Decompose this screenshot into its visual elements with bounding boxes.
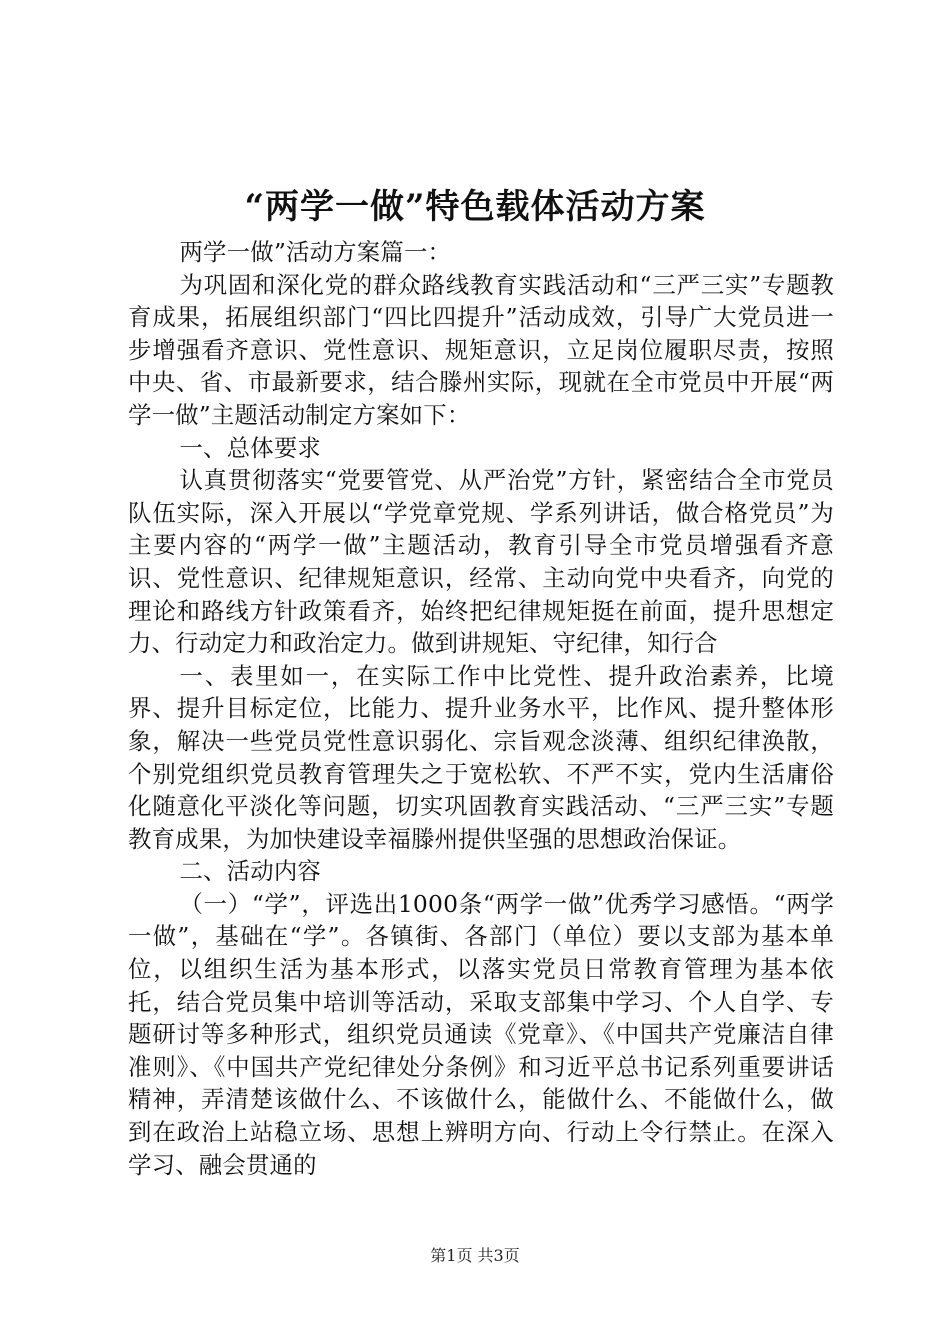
document-body <box>128 236 834 1181</box>
section-heading: 二、活动内容 <box>179 857 322 886</box>
document-title: “两学一做”特色载体活动方案 <box>244 187 706 227</box>
paragraph: 一、表里如一，在实际工作中比党性、提升政治素养，比境界、提升目标定位，比能力、提升业务水平，比作风、提升整体形象，解决一些党员党性意识弱化、宗旨观念淡薄、组织纪律涣散，个别党组织党员教育管理失之于宽松软、不严不实，党内生活庸俗化随意化平淡化等问题，切实巩固教育实践活动、“三严三实”专题教育成果，为加快建设幸福滕州提供坚强的思想政治保证。 <box>128 661 834 853</box>
page-footer: 第1页 共3页 <box>430 1246 520 1265</box>
section-heading: 一、总体要求 <box>179 433 322 462</box>
paragraph: 两学一做”活动方案篇一： <box>179 238 452 266</box>
paragraph: 认真贯彻落实“党要管党、从严治党”方针，紧密结合全市党员队伍实际，深入开展以“学党章党规、学系列讲话，做合格党员”为主要内容的“两学一做”主题活动，教育引导全市党员增强看齐意识、党性意识、纪律规矩意识，经常、主动向党中央看齐，向党的理论和路线方针政策看齐，始终把纪律规矩挺在前面，提升思想定力、行动定力和政治定力。做到讲规矩、守纪律，知行合 <box>128 466 834 658</box>
paragraph: （一）“学”，评选出1000条“两学一做”优秀学习感悟。“两学一做”，基础在“学”。各镇街、各部门（单位）要以支部为基本单位，以组织生活为基本形式，以落实党员日常教育管理为基本依托，结合党员集中培训等活动，采取支部集中学习、个人自学、专题研讨等多种形式，组织党员通读《党章》、《中国共产党廉洁自律准则》、《中国共产党纪律处分条例》和习近平总书记系列重要讲话精神，弄清楚该做什么、不该做什么，能做什么、不能做什么，做到在政治上站稳立场、思想上辨明方向、行动上令行禁止。在深入学习、融会贯通的 <box>128 889 834 1179</box>
paragraph: 为巩固和深化党的群众路线教育实践活动和“三严三实”专题教育成果，拓展组织部门“四比四提升”活动成效，引导广大党员进一步增强看齐意识、党性意识、规矩意识，立足岗位履职尽责，按照中央、省、市最新要求，结合滕州实际，现就在全市党员中开展“两学一做”主题活动制定方案如下： <box>128 270 834 429</box>
